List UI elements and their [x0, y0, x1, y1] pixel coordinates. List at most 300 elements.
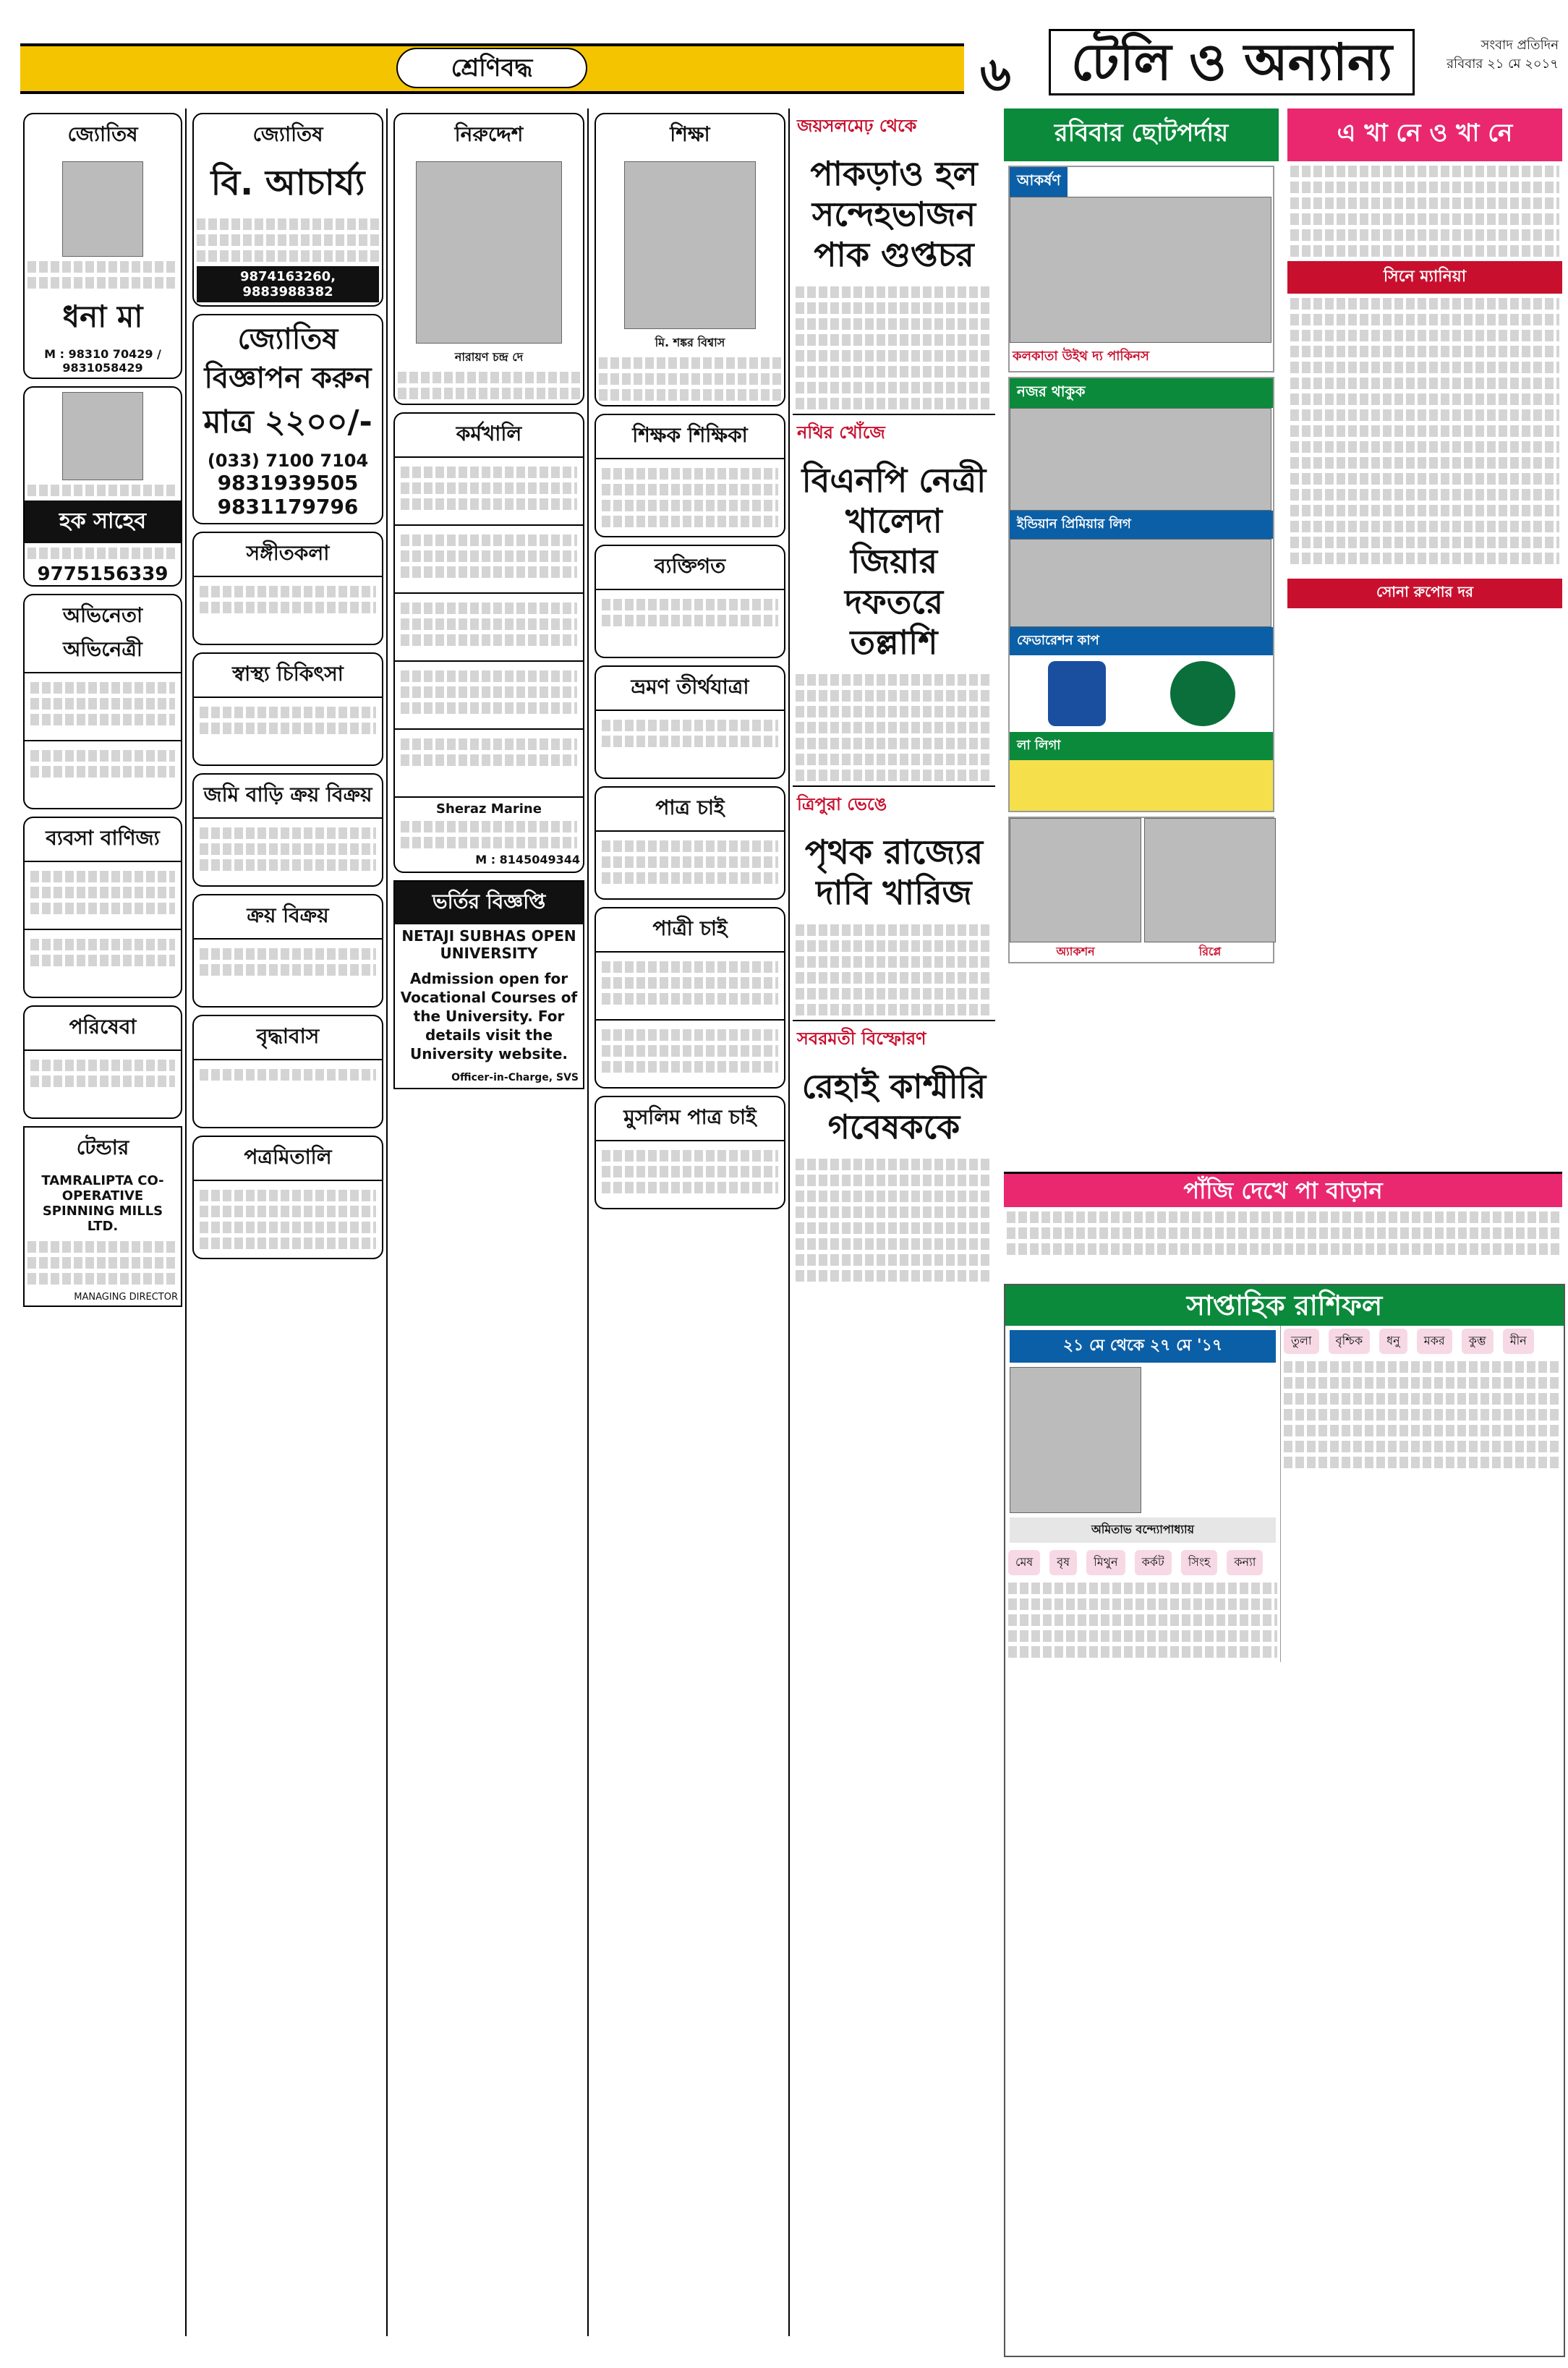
text-line: [1290, 213, 1559, 225]
text-line: [602, 1029, 778, 1041]
news-kicker-1: জয়সলমেঢ় থেকে: [797, 116, 917, 136]
text-line: [200, 843, 376, 855]
classified-ad: [194, 1059, 382, 1127]
classified-ad: [194, 1180, 382, 1258]
text-line: [200, 1190, 376, 1201]
text-line: [796, 318, 992, 330]
text-line: [1290, 425, 1559, 437]
bride-box: [595, 907, 785, 1089]
sign-scorpio: বৃশ্চিক: [1329, 1329, 1370, 1354]
text-line: [602, 500, 778, 511]
edition-label: সংবাদ প্রতিদিন: [1480, 38, 1559, 53]
oldage-box: [192, 1015, 383, 1128]
text-line: [796, 1254, 992, 1266]
text-line: [602, 1045, 778, 1057]
la-liga-label: লা লিগা: [1010, 732, 1273, 760]
ipl-label: ইন্ডিয়ান প্রিমিয়ার লিগ: [1010, 511, 1273, 539]
text-line: [401, 686, 577, 698]
sign-sagittarius: ধনু: [1379, 1329, 1407, 1354]
news-kicker-3: ত্রিপুরা ভেঙে: [793, 785, 995, 825]
text-line: [796, 770, 992, 781]
masthead: [0, 0, 1568, 101]
news-kicker-2: নথির খোঁজে: [793, 414, 995, 453]
movie-tag-2: রিপ্লে: [1198, 945, 1222, 958]
movies-card: [1008, 817, 1274, 963]
classified-ad: [395, 524, 583, 592]
text-line: [796, 940, 992, 952]
text-line: [1290, 314, 1559, 325]
fed-cup-logos: [1010, 655, 1273, 732]
haq-phone: 9775156339: [37, 563, 169, 585]
text-line: [200, 1222, 376, 1233]
sign-capricorn: মকর: [1417, 1329, 1452, 1354]
sign-pisces: মীন: [1503, 1329, 1534, 1354]
astro-brand: বি. আচার্য্য: [210, 163, 365, 203]
text-line: [1007, 1227, 1559, 1239]
text-line: [796, 722, 992, 733]
movie-poster: [1144, 818, 1276, 942]
events-column: [1287, 108, 1562, 1280]
haq-photo: [62, 392, 143, 480]
text-line: [602, 736, 778, 747]
sheraz-name: Sheraz Marine: [436, 801, 542, 817]
text-line: [599, 373, 781, 385]
astrologer-phone: M : 98310 70429 / 9831058429: [44, 347, 161, 375]
text-line: [1008, 1630, 1277, 1642]
classified-ad: [395, 728, 583, 796]
health-heading: স্বাস্থ্য চিকিৎসা: [232, 662, 344, 686]
text-line: [1008, 1646, 1277, 1658]
text-line: [30, 887, 175, 898]
fed-cup-label: ফেডারেশন কাপ: [1010, 627, 1273, 655]
astro-ad-box: [23, 113, 182, 379]
horoscope-left: [1005, 1326, 1281, 1662]
sheraz-phone: M : 8145049344: [475, 853, 580, 866]
classified-column-2: [189, 108, 388, 2336]
haq-ad-box: [23, 386, 182, 587]
text-line: [796, 1222, 992, 1234]
horoscope-right: [1281, 1326, 1563, 1662]
text-line: [602, 872, 778, 884]
admission-heading: ভর্তির বিজ্ঞপ্তি: [395, 882, 583, 924]
sheraz-ad: [395, 796, 583, 872]
admission-box: [393, 880, 584, 1089]
text-line: [796, 1004, 992, 1015]
classified-ad: [194, 938, 382, 1006]
gold-rate-banner: সোনা রুপোর দর: [1287, 579, 1562, 608]
jyotish-ad-box: [192, 314, 383, 524]
text-line: [796, 366, 992, 378]
attraction-caption: কলকাতা উইথ দ্য পাকিনস: [1013, 349, 1149, 364]
missing-box: [393, 113, 584, 405]
news-headline-2: বিএনপি নেত্রী খালেদা জিয়ার দফতরে তল্লাশি: [801, 461, 987, 662]
sign-cancer: কর্কট: [1135, 1550, 1172, 1575]
personal-box: [595, 545, 785, 658]
classified-column-1: [20, 108, 187, 2336]
classified-column-3: [391, 108, 589, 2336]
ipl-photo: [1010, 539, 1271, 627]
classified-ad: [25, 929, 181, 997]
text-line: [27, 1273, 178, 1285]
movie-tag-1: অ্যাকশন: [1056, 945, 1095, 958]
text-line: [796, 706, 992, 717]
text-line: [796, 1191, 992, 1202]
astro-heading: জ্যোতিষ: [67, 122, 138, 146]
movie-poster: [1010, 818, 1141, 942]
horoscope-heading: সাপ্তাহিক রাশিফল: [1005, 1285, 1564, 1326]
text-line: [398, 388, 580, 399]
text-line: [1007, 1243, 1559, 1255]
text-line: [200, 1238, 376, 1249]
penfriend-heading: পত্রমিতালি: [244, 1145, 332, 1169]
text-line: [1290, 182, 1559, 193]
week-range: ২১ মে থেকে ২৭ মে '১৭: [1010, 1330, 1276, 1363]
text-line: [1290, 362, 1559, 373]
news-kicker-4: সবরমতী বিস্ফোরণ: [793, 1020, 995, 1059]
text-line: [602, 977, 778, 989]
movie-tile: [1010, 818, 1141, 962]
text-line: [401, 534, 577, 546]
text-line: [200, 1069, 376, 1081]
text-line: [599, 357, 781, 369]
text-line: [602, 615, 778, 626]
text-line: [30, 955, 175, 966]
sign-list-left: [1005, 1547, 1280, 1578]
text-line: [30, 903, 175, 914]
text-line: [1290, 393, 1559, 405]
text-line: [602, 1150, 778, 1162]
personal-heading: ব্যক্তিগত: [654, 554, 726, 578]
text-line: [401, 467, 577, 478]
classified-ad: [25, 861, 181, 929]
text-line: [200, 707, 376, 718]
classified-ad: [596, 1140, 784, 1208]
tv-column: [1004, 108, 1279, 1280]
text-line: [796, 754, 992, 765]
haq-name: হক সাহেব: [25, 501, 181, 543]
weekly-horoscope: [1004, 1284, 1565, 2357]
text-line: [796, 286, 992, 298]
text-line: [796, 956, 992, 968]
text-line: [1290, 521, 1559, 532]
text-line: [796, 398, 992, 409]
education-box: [595, 113, 785, 406]
bride-heading: পাত্রী চাই: [652, 916, 728, 940]
text-line: [27, 1257, 178, 1269]
news-column: [793, 108, 995, 2336]
text-line: [1284, 1457, 1560, 1468]
muslim-groom-heading: মুসলিম পাত্র চাই: [623, 1105, 757, 1129]
astro-ad-box-2: [192, 113, 383, 307]
panjika-strip: [1004, 1172, 1562, 1282]
text-line: [1290, 457, 1559, 469]
text-line: [27, 548, 178, 559]
classified-ad: [395, 592, 583, 660]
text-line: [1284, 1425, 1560, 1436]
classified-ad: [596, 589, 784, 657]
text-line: [401, 482, 577, 494]
text-line: [401, 634, 577, 646]
text-line: [1290, 409, 1559, 421]
text-line: [1290, 330, 1559, 341]
text-line: [401, 498, 577, 510]
classified-ad: [596, 710, 784, 778]
horoscope-body: [1005, 1326, 1564, 1662]
this-week-banner: এ খা নে ও খা নে: [1287, 108, 1562, 161]
text-line: [1284, 1361, 1560, 1373]
text-line: [398, 372, 580, 383]
text-line: [30, 1076, 175, 1087]
text-line: [27, 1241, 178, 1253]
attraction-photo: [1010, 197, 1271, 343]
missing-person-photo: [416, 161, 562, 344]
text-line: [1290, 505, 1559, 516]
classified-ad: [596, 458, 784, 536]
sign-taurus: বৃষ: [1049, 1550, 1077, 1575]
travel-heading: ভ্রমণ তীর্থযাত্রা: [631, 675, 749, 699]
horoscope-author: অমিতাভ বন্দ্যোপাধ্যায়: [1010, 1517, 1276, 1543]
text-line: [200, 1206, 376, 1217]
classified-ad: [395, 660, 583, 728]
text-line: [30, 766, 175, 778]
text-line: [1290, 298, 1559, 310]
teacher-heading: শিক্ষক শিক্ষিকা: [632, 423, 748, 447]
text-line: [200, 948, 376, 960]
text-line: [1284, 1441, 1560, 1452]
tender-box: [23, 1126, 182, 1307]
text-line: [1290, 245, 1559, 257]
text-line: [796, 1159, 992, 1170]
text-line: [30, 682, 175, 694]
text-line: [796, 382, 992, 393]
buysell-box: [192, 894, 383, 1008]
buysell-heading: ক্রয় বিক্রয়: [247, 903, 329, 927]
text-line: [1290, 489, 1559, 501]
text-line: [27, 485, 178, 496]
la-liga-fixture: [1010, 760, 1273, 811]
classified-ad: [194, 576, 382, 644]
text-line: [200, 602, 376, 613]
text-line: [796, 1238, 992, 1250]
text-line: [401, 602, 577, 614]
tender-org: TAMRALIPTA CO-OPERATIVE SPINNING MILLS LTD.: [41, 1173, 164, 1234]
sign-libra: তুলা: [1284, 1329, 1319, 1354]
bengaluru-fc-logo-icon: [1048, 661, 1106, 726]
astrologer-photo: [62, 161, 143, 257]
astro-phones: 9874163260, 9883988382: [197, 266, 379, 302]
nsou-sign: Officer-in-Charge, SVS: [451, 1072, 579, 1083]
section-title: টেলি ও অন্যান্য: [1049, 29, 1415, 95]
text-line: [1008, 1614, 1277, 1626]
service-heading: পরিষেবা: [69, 1015, 137, 1039]
panjika-heading: পাঁজি দেখে পা বাড়ান: [1004, 1174, 1562, 1207]
land-box: [192, 773, 383, 887]
text-line: [599, 389, 781, 401]
health-box: [192, 652, 383, 766]
groom-heading: পাত্র চাই: [655, 796, 725, 819]
text-line: [1008, 1598, 1277, 1610]
oldage-heading: বৃদ্ধাবাস: [256, 1024, 320, 1048]
sign-list-right: [1281, 1326, 1563, 1357]
text-line: [200, 586, 376, 597]
actors-heading: অভিনেতা অভিনেত্রী: [62, 603, 143, 661]
classified-column-4: [592, 108, 790, 2336]
news-headline-3: পৃথক রাজ্যের দাবি খারিজ: [804, 832, 984, 912]
phone-1: (033) 7100 7104: [207, 451, 369, 471]
date-label: রবিবার ২১ মে ২০১৭: [1446, 56, 1559, 72]
astro-heading-2: জ্যোতিষ: [252, 122, 323, 146]
text-line: [401, 821, 577, 832]
text-line: [401, 837, 577, 848]
missing-heading: নিরুদ্দেশ: [454, 122, 524, 146]
text-line: [1290, 473, 1559, 485]
text-line: [197, 234, 379, 246]
text-line: [1008, 1583, 1277, 1594]
tutor-photo: [624, 161, 756, 329]
text-line: [1284, 1409, 1560, 1421]
nsou-name: NETAJI SUBHAS OPEN UNIVERSITY: [401, 927, 576, 962]
news-headline-1: পাকড়াও হল সন্দেহভাজন পাক গুপ্তচর: [810, 154, 978, 274]
text-line: [1284, 1377, 1560, 1389]
jobs-heading: কর্মখালি: [456, 422, 522, 446]
jyotish-ad-title: জ্যোতিষ বিজ্ঞাপন করুন: [204, 323, 372, 395]
mohun-bagan-logo-icon: [1170, 661, 1235, 726]
sign-aquarius: কুম্ভ: [1462, 1329, 1494, 1354]
text-line: [796, 972, 992, 984]
text-line: [602, 856, 778, 868]
text-line: [1290, 346, 1559, 357]
text-line: [1284, 1393, 1560, 1405]
tender-footer: MANAGING DIRECTOR: [74, 1292, 178, 1303]
text-line: [602, 1166, 778, 1177]
page-number: ৬: [980, 46, 1011, 102]
cinema-banner: সিনে ম্যানিয়া: [1287, 261, 1562, 294]
classified-ad: [194, 817, 382, 885]
text-line: [796, 988, 992, 1000]
sign-leo: সিংহ: [1181, 1550, 1217, 1575]
attraction-label: আকর্ষণ: [1010, 167, 1068, 197]
text-line: [200, 723, 376, 734]
text-line: [197, 250, 379, 262]
penfriend-box: [192, 1136, 383, 1259]
music-heading: সঙ্গীতকলা: [246, 541, 330, 565]
text-line: [401, 754, 577, 766]
text-line: [796, 674, 992, 686]
jobs-box: [393, 412, 584, 873]
text-line: [1290, 537, 1559, 548]
text-line: [401, 618, 577, 630]
text-line: [796, 302, 992, 314]
missing-caption: নারায়ণ চন্দ্র দে: [454, 350, 524, 364]
travel-box: [595, 665, 785, 779]
date-box: [1436, 36, 1559, 74]
text-line: [796, 738, 992, 749]
text-line: [602, 516, 778, 527]
text-line: [30, 1060, 175, 1071]
muslim-groom-box: [595, 1096, 785, 1209]
sign-gemini: মিথুন: [1086, 1550, 1125, 1575]
land-heading: জমি বাড়ি ক্রয় বিক্রয়: [203, 783, 372, 806]
text-line: [1007, 1211, 1559, 1223]
text-line: [30, 698, 175, 710]
text-line: [796, 334, 992, 346]
teacher-box: [595, 414, 785, 537]
text-line: [796, 1206, 992, 1218]
sign-aries: মেষ: [1008, 1550, 1040, 1575]
watch-label: নজর থাকুক: [1010, 378, 1273, 408]
text-line: [796, 1175, 992, 1186]
text-line: [401, 566, 577, 578]
text-line: [1290, 378, 1559, 389]
education-heading: শিক্ষা: [670, 122, 710, 146]
music-box: [192, 532, 383, 645]
phone-2: 9831939505: [217, 471, 359, 495]
classified-label: শ্রেণিবদ্ধ: [396, 48, 587, 88]
classified-ad: [596, 830, 784, 898]
text-line: [200, 964, 376, 976]
classified-ad: [596, 951, 784, 1019]
astrologer-portrait: [1010, 1367, 1141, 1513]
text-line: [796, 690, 992, 702]
text-line: [602, 1182, 778, 1193]
text-line: [200, 827, 376, 839]
text-line: [602, 484, 778, 495]
text-line: [602, 1061, 778, 1073]
news-headline-4: রেহাই কাশ্মীরি গবেষককে: [801, 1067, 987, 1146]
movie-tile: [1144, 818, 1276, 962]
classified-ad: [596, 1019, 784, 1087]
classified-ad: [395, 456, 583, 524]
text-line: [602, 961, 778, 973]
classified-banner: [20, 43, 964, 94]
text-line: [30, 714, 175, 725]
text-line: [796, 924, 992, 936]
text-line: [401, 670, 577, 682]
text-line: [401, 738, 577, 750]
jyotish-price: মাত্র ২২০০/-: [203, 404, 372, 440]
text-line: [30, 871, 175, 882]
text-line: [796, 350, 992, 362]
text-line: [1290, 166, 1559, 177]
actors-box: [23, 594, 182, 809]
classified-ad: [25, 672, 181, 740]
tutor-caption: মি. শঙ্কর বিশ্বাস: [655, 336, 725, 349]
business-box: [23, 817, 182, 998]
text-line: [602, 599, 778, 610]
text-line: [27, 261, 178, 273]
sign-virgo: কন্যা: [1227, 1550, 1263, 1575]
watch-card: [1008, 377, 1274, 812]
classified-ad: [25, 740, 181, 808]
classified-ad: [25, 1049, 181, 1117]
text-line: [796, 1270, 992, 1282]
text-line: [602, 468, 778, 480]
text-line: [1290, 553, 1559, 564]
text-line: [401, 702, 577, 714]
text-line: [602, 993, 778, 1005]
astrologer-name: ধনা মা: [62, 299, 143, 334]
text-line: [1290, 197, 1559, 209]
text-line: [200, 859, 376, 871]
groom-box: [595, 786, 785, 900]
tender-heading: টেন্ডার: [76, 1136, 129, 1159]
text-line: [30, 750, 175, 762]
text-line: [30, 939, 175, 950]
text-line: [197, 218, 379, 230]
text-line: [1290, 229, 1559, 241]
text-line: [401, 550, 577, 562]
nsou-text: Admission open for Vocational Courses of the University. For details visit the University website.: [400, 970, 578, 1062]
